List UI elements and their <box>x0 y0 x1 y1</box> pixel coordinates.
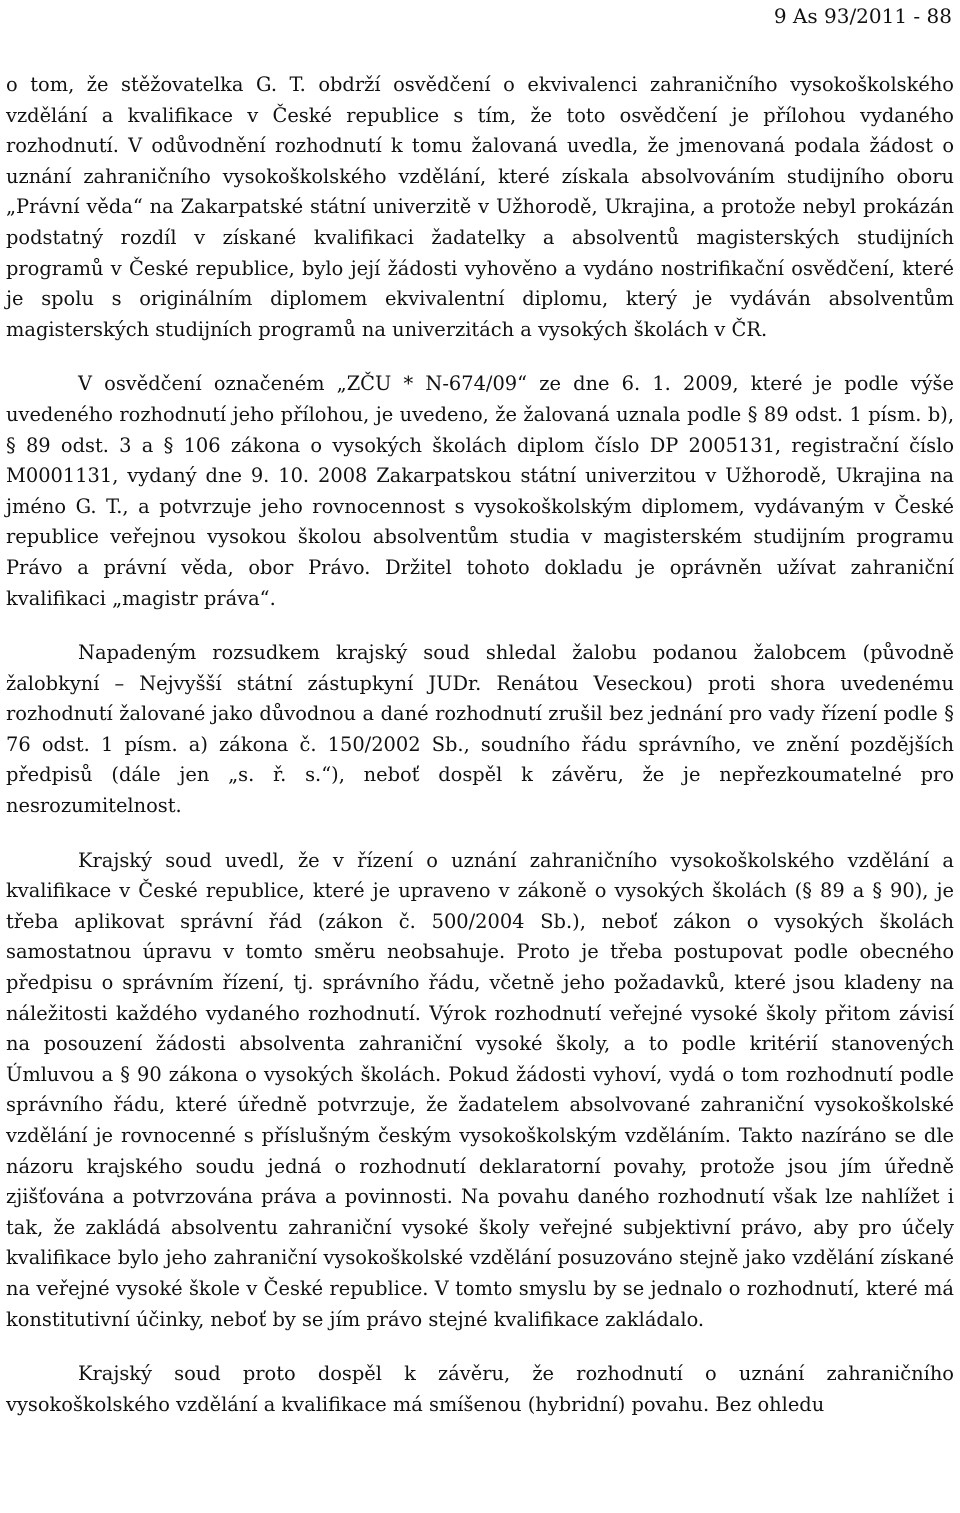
document-body <box>6 70 954 1444</box>
paragraph-continuation: o tom, že stěžovatelka G. T. obdrží osvědčení o ekvivalenci zahraničního vysokoškolského vzdělání a kvalifikace v České republice s tím, že toto osvědčení je přílohou vydaného rozhodnutí. V odůvodnění rozhodnutí k tomu žalovaná uvedla, že jmenovaná podala žádost o uznání zahraničního vysokoškolského vzdělání, které získala absolvováním studijního oboru „Právní věda“ na Zakarpatské státní univerzitě v Užhorodě, Ukrajina, a protože nebyl prokázán podstatný rozdíl v získané kvalifikaci žadatelky a absolventů magisterských studijních programů v České republice, bylo její žádosti vyhověno a vydáno nostrifikační osvědčení, které je spolu s originálním diplomem ekvivalentní diplomu, který je vydáván absolventům magisterských studijních programů na univerzitách a vysokých školách v ČR. <box>6 73 954 341</box>
paragraph-court-reasoning: Krajský soud uvedl, že v řízení o uznání zahraničního vysokoškolského vzdělání a kvalifikace v České republice, které je upraveno v zákoně o vysokých školách (§ 89 a § 90), je třeba aplikovat správní řád (zákon č. 500/2004 Sb.), neboť zákon o vysokých školách samostatnou úpravu v tomto směru neobsahuje. Proto je třeba postupovat podle obecného předpisu o správním řízení, tj. správního řádu, včetně jeho požadavků, které jsou kladeny na náležitosti každého vydaného rozhodnutí. Výrok rozhodnutí veřejné vysoké školy přitom závisí na posouzení žádosti absolventa zahraniční vysoké školy, a to podle kritérií stanovených Úmluvou a § 90 zákona o vysokých školách. Pokud žádosti vyhoví, vydá o tom rozhodnutí podle správního řádu, které úředně potvrzuje, že žadatelem absolvované zahraniční vysokoškolské vzdělání je rovnocenné s příslušným českým vysokoškolským vzděláním. Takto nazíráno se dle názoru krajského soudu jedná o rozhodnutí deklaratorní povahy, protože jsou jím úředně zjišťována a potvrzována práva a povinnosti. Na povahu daného rozhodnutí však lze nahlížet i tak, že zakládá absolventu zahraniční vysoké školy veřejné subjektivní právo, aby pro účely kvalifikace bylo jeho zahraniční vysokoškolské vzdělání posuzováno stejně jako vzdělání získané na veřejné vysoké škole v České republice. V tomto smyslu by se jednalo o rozhodnutí, které má konstitutivní účinky, neboť by se jím právo stejné kvalifikace zakládalo. <box>6 848 954 1331</box>
paragraph-certificate: V osvědčení označeném „ZČU * N-674/09“ ze dne 6. 1. 2009, které je podle výše uvedeného rozhodnutí jeho přílohou, je uvedeno, že žalovaná uznala podle § 89 odst. 1 písm. b), § 89 odst. 3 a § 106 zákona o vysokých školách diplom číslo DP 2005131, registrační číslo M0001131, vydaný dne 9. 10. 2008 Zakarpatskou státní univerzitou v Užhorodě, Ukrajina na jméno G. T., a potvrzuje jeho rovnocennost s vysokoškolským diplomem, vydávaným v České republice veřejnou vysokou školou absolventům studia v magisterském studijním programu Právo a právní věda, obor Právo. Držitel tohoto dokladu je oprávněn užívat zahraniční kvalifikaci „magistr práva“. <box>6 372 954 610</box>
paragraph-conclusion: Krajský soud proto dospěl k závěru, že rozhodnutí o uznání zahraničního vysokoškolského vzdělání a kvalifikace má smíšenou (hybridní) povahu. Bez ohledu <box>6 1362 954 1416</box>
page-reference: 9 As 93/2011 - 88 <box>773 4 952 28</box>
paragraph-judgment: Napadeným rozsudkem krajský soud shledal žalobu podanou žalobcem (původně žalobkyní – Nejvyšší státní zástupkyní JUDr. Renátou Veseckou) proti shora uvedenému rozhodnutí žalované jako důvodnou a dané rozhodnutí zrušil bez jednání pro vady řízení podle § 76 odst. 1 písm. a) zákona č. 150/2002 Sb., soudního řádu správního, ve znění pozdějších předpisů (dále jen „s. ř. s.“), neboť dospěl k závěru, že je nepřezkoumatelné pro nesrozumitelnost. <box>6 641 954 818</box>
